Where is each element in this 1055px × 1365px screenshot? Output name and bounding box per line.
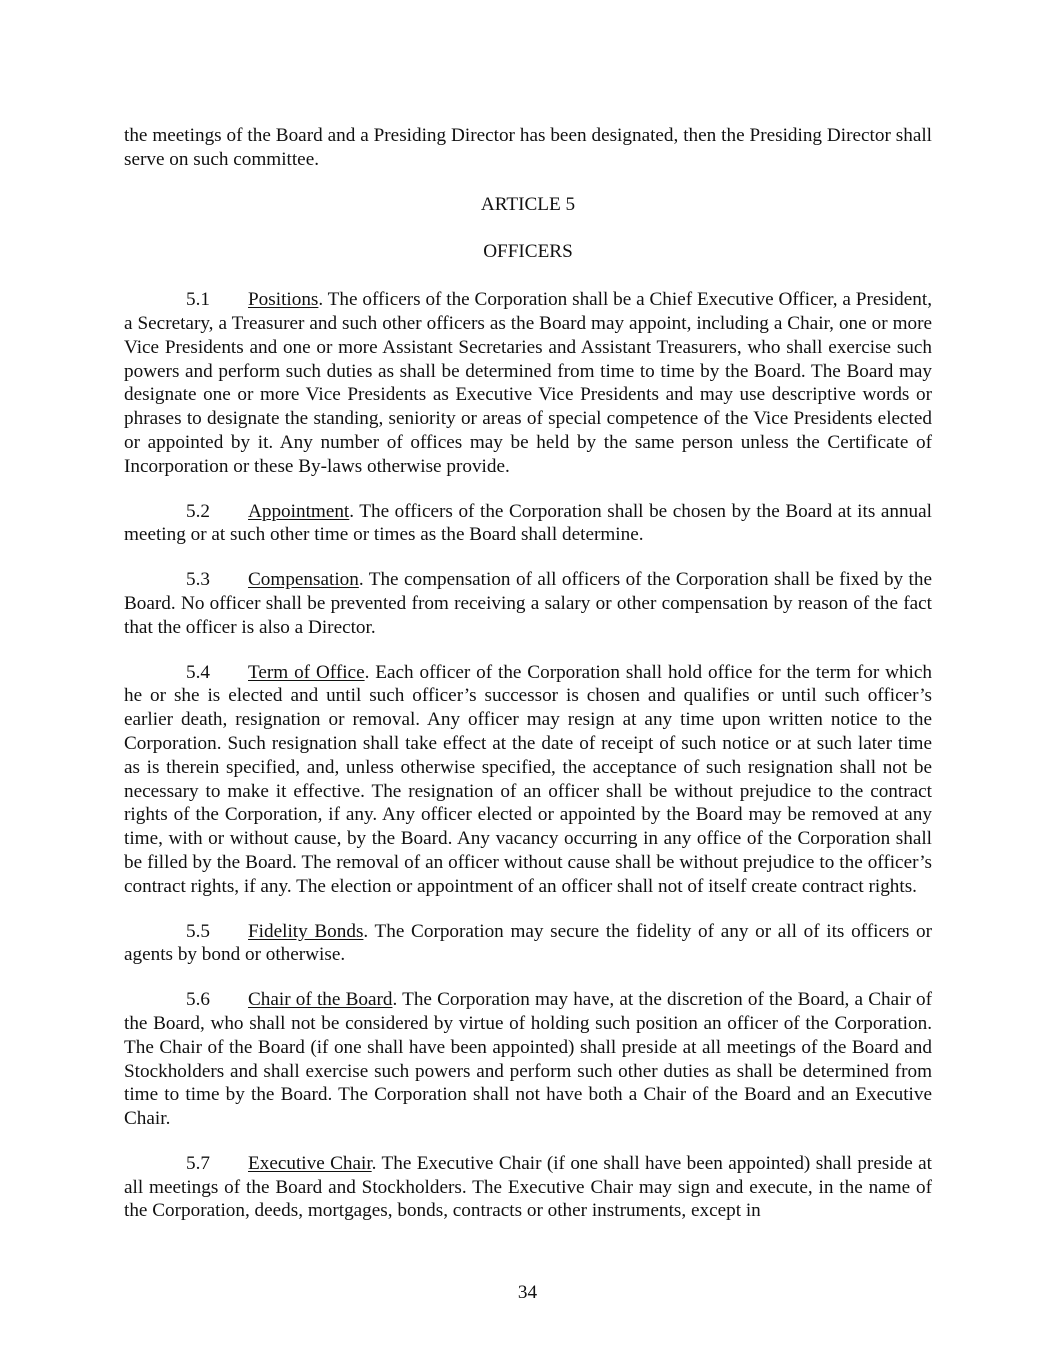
section-heading: Executive Chair xyxy=(248,1152,372,1174)
article-title: OFFICERS xyxy=(483,241,573,263)
section-number: 5.2 xyxy=(186,500,210,522)
section-text: . The officers of the Corporation shall be chosen by the Board at its annual meeting or at such other time or times as the Board shall determine. xyxy=(124,500,932,546)
section-text: . The officers of the Corporation shall be a Chief Executive Officer, a President, a Secretary, a Treasurer and such other officers as the Board may appoint, including a Chair, one or more Vice Presidents and one or more Assistant Secretaries and Assistant Treasurers, who shall exercise such powers and perform such duties as shall be determined from time to time by the Board. The Board may designate one or more Vice Presidents as Executive Vice Presidents and may use descriptive words or phrases to designate the standing, seniority or areas of special competence of the Vice Presidents elected or appointed by it. Any number of offices may be held by the same person unless the Certificate of Incorporation or these By-laws otherwise provide. xyxy=(124,289,932,477)
continued-paragraph: the meetings of the Board and a Presiding Director has been designated, then the Presiding Director shall serve on such committee. xyxy=(124,125,932,170)
section-heading: Positions xyxy=(248,289,319,311)
section-text: . The Corporation may have, at the discretion of the Board, a Chair of the Board, who shall not be considered by virtue of holding such position an officer of the Corporation. The Chair of the Board (if one shall have been appointed) shall preside at all meetings of the Board and Stockholders and shall exercise such powers and perform such other duties as shall be determined from time to time by the Board. The Corporation shall not have both a Chair of the Board and an Executive Chair. xyxy=(124,989,932,1130)
section-5-4 xyxy=(124,661,932,899)
section-5-1 xyxy=(124,288,932,478)
section-heading: Chair of the Board xyxy=(248,989,393,1011)
section-number: 5.4 xyxy=(186,661,210,683)
section-text: . Each officer of the Corporation shall hold office for the term for which he or she is elected and until such officer’s successor is chosen and qualifies or until such officer’s earlier death, resignation or removal. Any officer may resign at any time upon written notice to the Corporation. Such resignation shall take effect at the date of receipt of such notice or at such later time as is therein specified, and, unless otherwise specified, the acceptance of such resignation shall not be necessary to make it effective. The resignation of an officer shall be without prejudice to the contract rights of the Corporation, if any. Any officer elected or appointed by the Board may be removed at any time, with or without cause, by the Board. Any vacancy occurring in any office of the Corporation shall be filled by the Board. The removal of an officer without cause shall be without prejudice to the officer’s contract rights, if any. The election or appointment of an officer shall not of itself create contract rights. xyxy=(124,661,932,897)
section-5-6 xyxy=(124,988,932,1131)
section-number: 5.6 xyxy=(186,989,210,1011)
section-5-2 xyxy=(124,500,932,548)
section-text: . The Corporation may secure the fidelity of any or all of its officers or agents by bond or otherwise. xyxy=(124,920,932,966)
section-number: 5.3 xyxy=(186,569,210,591)
section-text: . The compensation of all officers of the Corporation shall be fixed by the Board. No officer shall be prevented from receiving a salary or other compensation by reason of the fact that the officer is also a Director. xyxy=(124,569,932,638)
section-5-3 xyxy=(124,568,932,639)
section-number: 5.1 xyxy=(186,289,210,311)
section-5-5 xyxy=(124,920,932,968)
section-heading: Compensation xyxy=(248,569,359,591)
section-number: 5.5 xyxy=(186,920,210,942)
article-number: ARTICLE 5 xyxy=(480,193,576,215)
section-text: . The Executive Chair (if one shall have been appointed) shall preside at all meetings of the Board and Stockholders. The Executive Chair may sign and execute, in the name of the Corporation, deeds, mortgages, bonds, contracts or other instruments, except in xyxy=(124,1152,932,1222)
section-heading: Appointment xyxy=(248,500,350,522)
document-page xyxy=(124,124,932,1223)
section-number: 5.7 xyxy=(186,1152,210,1174)
page-number: 34 xyxy=(517,1282,538,1303)
section-5-7 xyxy=(124,1152,932,1223)
section-heading: Fidelity Bonds xyxy=(248,920,364,942)
section-heading: Term of Office xyxy=(248,661,365,683)
